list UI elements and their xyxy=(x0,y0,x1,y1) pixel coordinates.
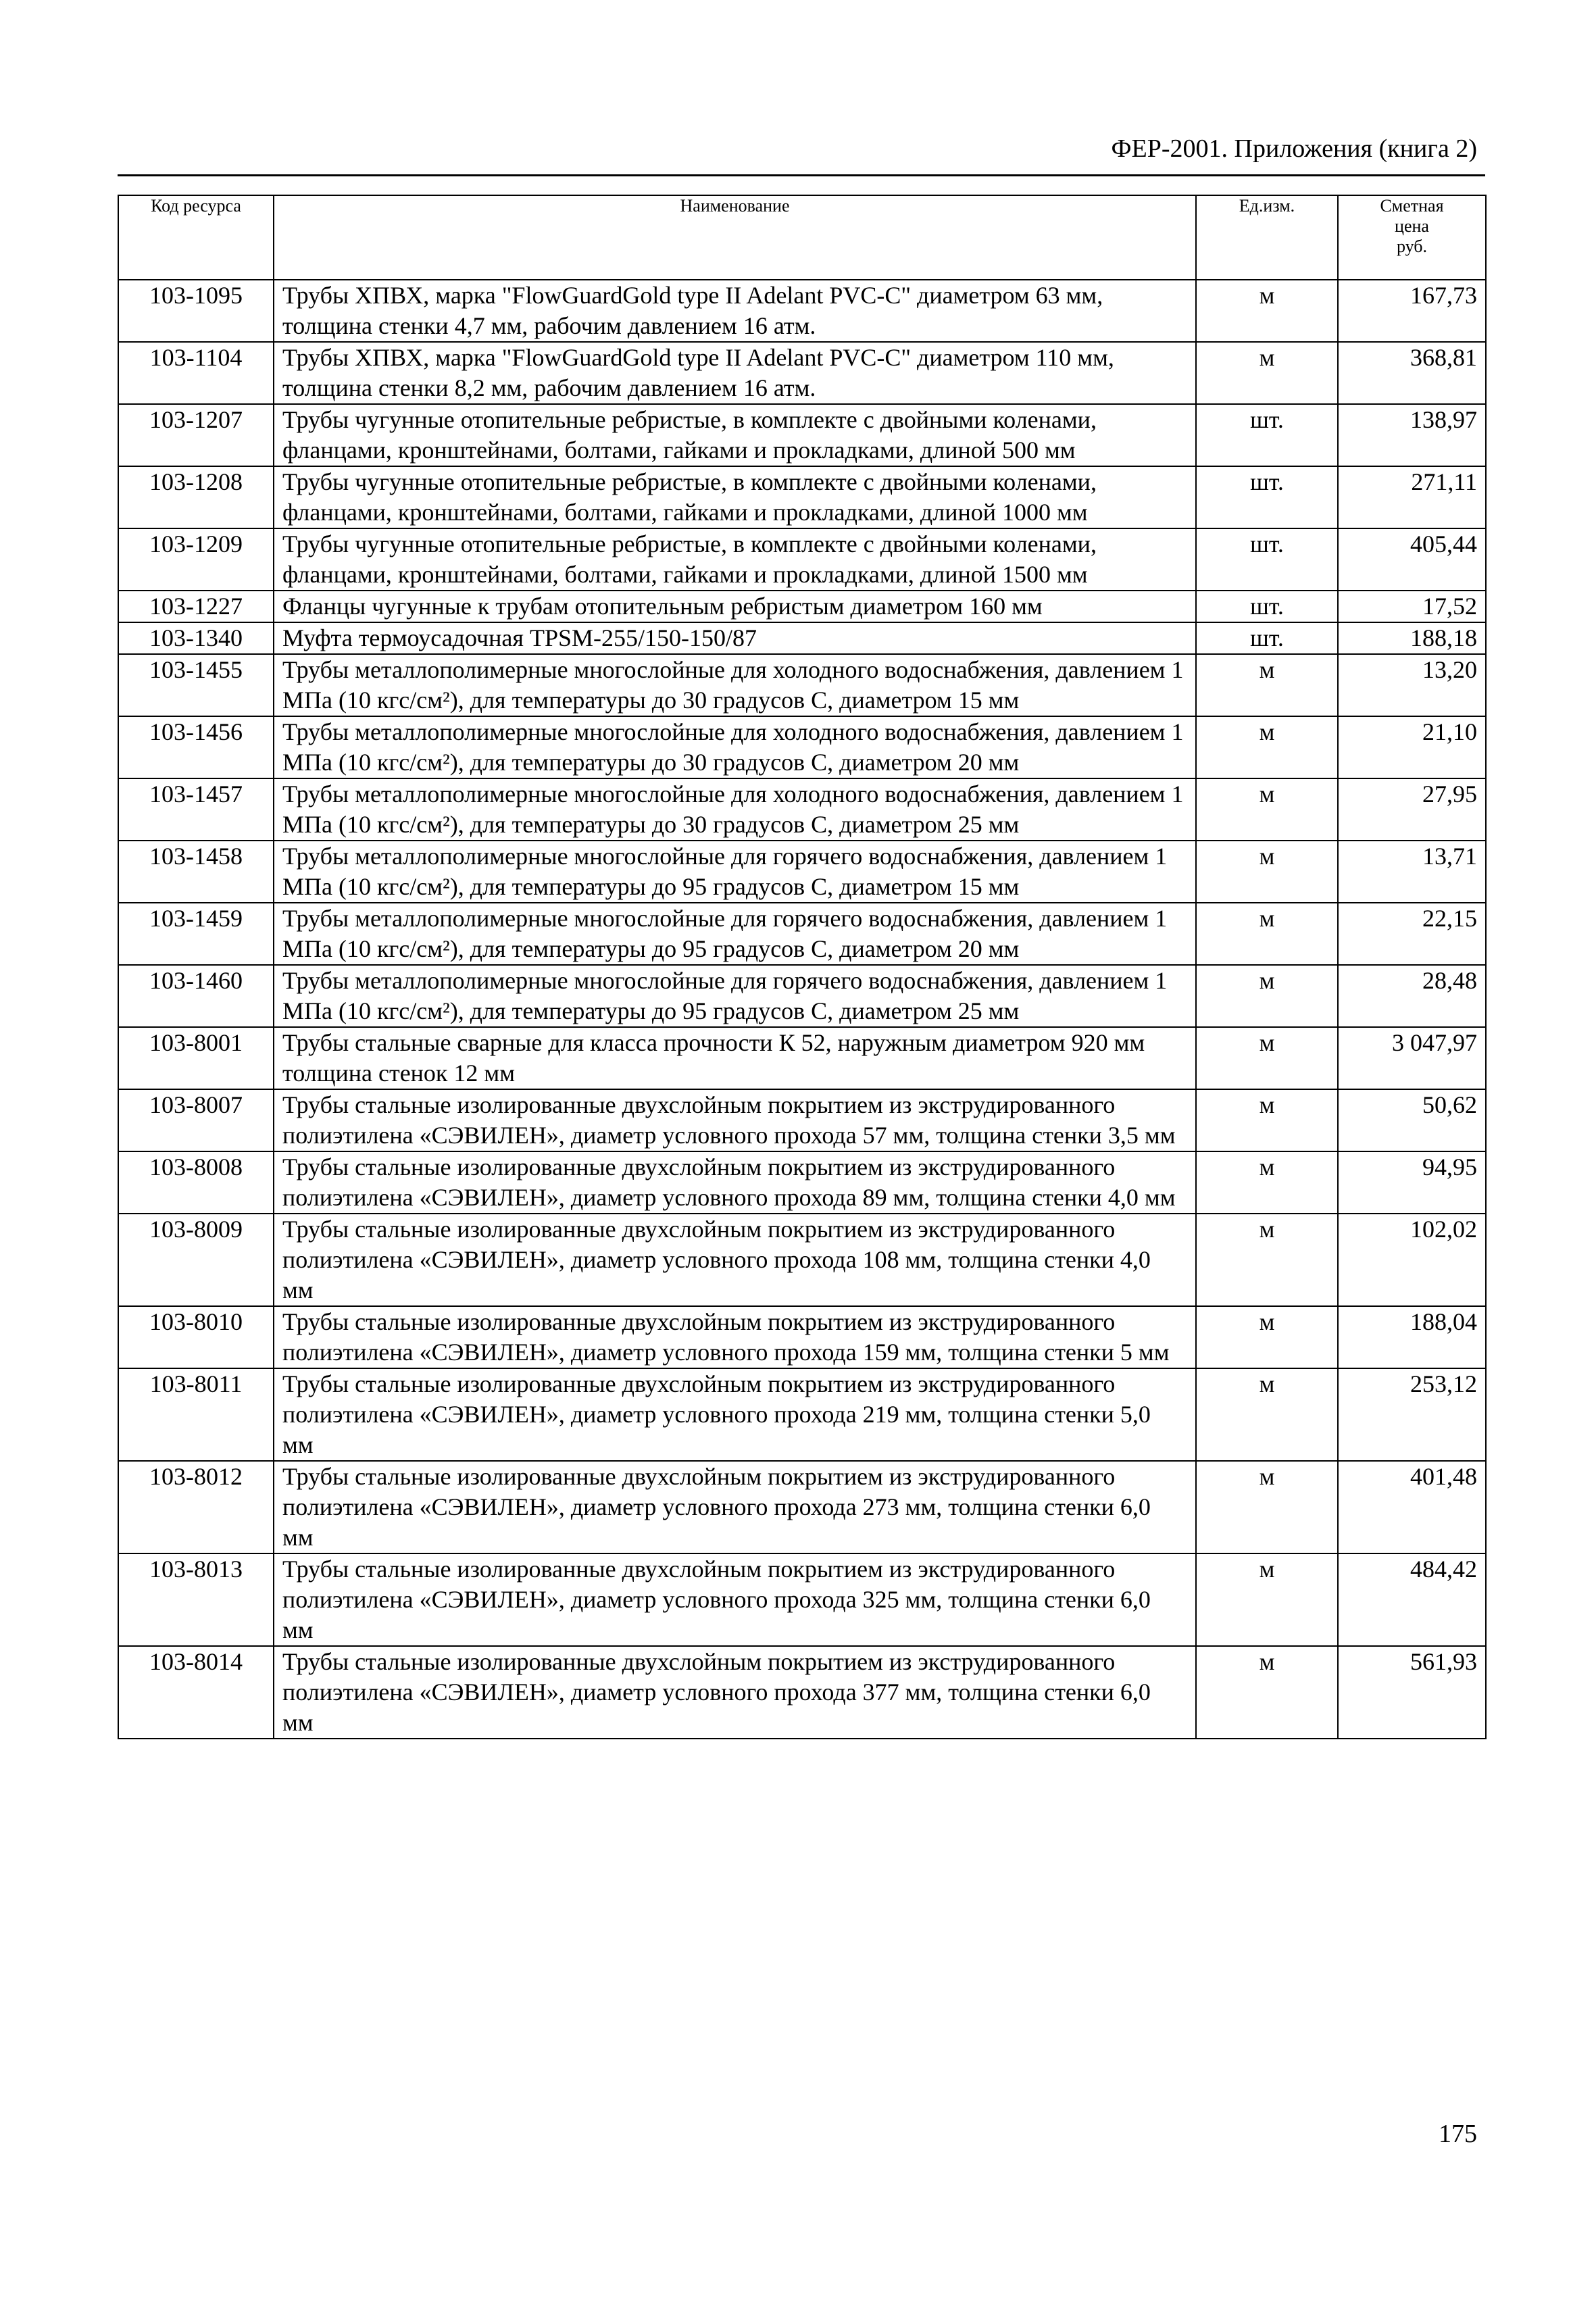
table-row xyxy=(118,404,1486,466)
price-header-line-1: Сметная xyxy=(1380,196,1444,216)
cell-price: 561,93 xyxy=(1338,1646,1486,1739)
cell-name: Трубы металлополимерные многослойные для холодного водоснабжения, давлением 1 МПа (10 кгс/см²), для температуры до 30 градусов С, диаметром 15 мм xyxy=(274,654,1196,716)
cell-name: Трубы стальные изолированные двухслойным покрытием из экструдированного полиэтилена «СЭВИЛЕН», диаметр условного прохода 108 мм, толщина стенки 4,0 мм xyxy=(274,1214,1196,1306)
cell-code: 103-8013 xyxy=(118,1553,274,1646)
cell-name: Трубы металлополимерные многослойные для горячего водоснабжения, давлением 1 МПа (10 кгс/см²), для температуры до 95 градусов С, диаметром 15 мм xyxy=(274,841,1196,903)
table-row xyxy=(118,622,1486,654)
cell-unit: шт. xyxy=(1196,528,1338,591)
cell-code: 103-8001 xyxy=(118,1027,274,1089)
cell-price: 253,12 xyxy=(1338,1368,1486,1461)
cell-code: 103-1459 xyxy=(118,903,274,965)
table-row xyxy=(118,466,1486,528)
cell-price: 21,10 xyxy=(1338,716,1486,778)
table-row xyxy=(118,1368,1486,1461)
cell-name: Трубы стальные изолированные двухслойным покрытием из экструдированного полиэтилена «СЭВИЛЕН», диаметр условного прохода 159 мм, толщина стенки 5 мм xyxy=(274,1306,1196,1368)
table-row xyxy=(118,1151,1486,1214)
cell-price: 484,42 xyxy=(1338,1553,1486,1646)
price-header-line-2: цена xyxy=(1395,216,1429,236)
table-row xyxy=(118,1027,1486,1089)
cell-name: Трубы чугунные отопительные ребристые, в комплекте с двойными коленами, фланцами, кронштейнами, болтами, гайками и прокладками, длиной 1000 мм xyxy=(274,466,1196,528)
cell-unit: м xyxy=(1196,654,1338,716)
cell-name: Трубы стальные изолированные двухслойным покрытием из экструдированного полиэтилена «СЭВИЛЕН», диаметр условного прохода 273 мм, толщина стенки 6,0 мм xyxy=(274,1461,1196,1553)
cell-price: 28,48 xyxy=(1338,965,1486,1027)
cell-price: 50,62 xyxy=(1338,1089,1486,1151)
cell-unit: м xyxy=(1196,1461,1338,1553)
cell-code: 103-1340 xyxy=(118,622,274,654)
table-row xyxy=(118,654,1486,716)
cell-name: Муфта термоусадочная TPSM-255/150-150/87 xyxy=(274,622,1196,654)
table-row xyxy=(118,280,1486,342)
cell-unit: м xyxy=(1196,1151,1338,1214)
cell-name: Трубы чугунные отопительные ребристые, в комплекте с двойными коленами, фланцами, кронштейнами, болтами, гайками и прокладками, длиной 1500 мм xyxy=(274,528,1196,591)
resource-price-table xyxy=(118,195,1487,1739)
cell-code: 103-1457 xyxy=(118,778,274,841)
cell-unit: шт. xyxy=(1196,466,1338,528)
cell-code: 103-8012 xyxy=(118,1461,274,1553)
cell-price: 188,18 xyxy=(1338,622,1486,654)
column-header-code: Код ресурса xyxy=(118,195,274,280)
cell-unit: м xyxy=(1196,342,1338,404)
cell-name: Трубы стальные изолированные двухслойным покрытием из экструдированного полиэтилена «СЭВИЛЕН», диаметр условного прохода 325 мм, толщина стенки 6,0 мм xyxy=(274,1553,1196,1646)
cell-name: Трубы стальные изолированные двухслойным покрытием из экструдированного полиэтилена «СЭВИЛЕН», диаметр условного прохода 57 мм, толщина стенки 3,5 мм xyxy=(274,1089,1196,1151)
cell-price: 102,02 xyxy=(1338,1214,1486,1306)
cell-code: 103-1208 xyxy=(118,466,274,528)
cell-price: 368,81 xyxy=(1338,342,1486,404)
cell-name: Трубы стальные изолированные двухслойным покрытием из экструдированного полиэтилена «СЭВИЛЕН», диаметр условного прохода 89 мм, толщина стенки 4,0 мм xyxy=(274,1151,1196,1214)
table-row xyxy=(118,1214,1486,1306)
cell-unit: шт. xyxy=(1196,622,1338,654)
cell-code: 103-1455 xyxy=(118,654,274,716)
table-row xyxy=(118,1089,1486,1151)
cell-unit: м xyxy=(1196,1089,1338,1151)
cell-name: Трубы чугунные отопительные ребристые, в комплекте с двойными коленами, фланцами, кронштейнами, болтами, гайками и прокладками, длиной 500 мм xyxy=(274,404,1196,466)
cell-price: 13,20 xyxy=(1338,654,1486,716)
table-body xyxy=(118,280,1486,1739)
cell-unit: м xyxy=(1196,716,1338,778)
cell-unit: шт. xyxy=(1196,591,1338,622)
cell-code: 103-1456 xyxy=(118,716,274,778)
cell-name: Трубы металлополимерные многослойные для холодного водоснабжения, давлением 1 МПа (10 кгс/см²), для температуры до 30 градусов С, диаметром 20 мм xyxy=(274,716,1196,778)
table-row xyxy=(118,1553,1486,1646)
table-row xyxy=(118,716,1486,778)
cell-name: Трубы стальные сварные для класса прочности К 52, наружным диаметром 920 мм толщина стенок 12 мм xyxy=(274,1027,1196,1089)
column-header-price xyxy=(1338,195,1486,280)
cell-code: 103-1227 xyxy=(118,591,274,622)
cell-code: 103-8008 xyxy=(118,1151,274,1214)
cell-price: 27,95 xyxy=(1338,778,1486,841)
cell-price: 167,73 xyxy=(1338,280,1486,342)
cell-unit: м xyxy=(1196,1027,1338,1089)
table-row xyxy=(118,1461,1486,1553)
cell-unit: м xyxy=(1196,965,1338,1027)
cell-unit: м xyxy=(1196,1553,1338,1646)
running-header: ФЕР-2001. Приложения (книга 2) xyxy=(1111,134,1477,163)
header-rule xyxy=(118,174,1485,176)
table-row xyxy=(118,528,1486,591)
cell-unit: м xyxy=(1196,1368,1338,1461)
table-row xyxy=(118,1646,1486,1739)
column-header-name: Наименование xyxy=(274,195,1196,280)
cell-name: Трубы стальные изолированные двухслойным покрытием из экструдированного полиэтилена «СЭВИЛЕН», диаметр условного прохода 377 мм, толщина стенки 6,0 мм xyxy=(274,1646,1196,1739)
cell-unit: м xyxy=(1196,903,1338,965)
cell-unit: м xyxy=(1196,1306,1338,1368)
table-row xyxy=(118,1306,1486,1368)
table-row xyxy=(118,965,1486,1027)
cell-unit: м xyxy=(1196,841,1338,903)
cell-code: 103-1104 xyxy=(118,342,274,404)
cell-price: 3 047,97 xyxy=(1338,1027,1486,1089)
cell-code: 103-1207 xyxy=(118,404,274,466)
column-header-unit: Ед.изм. xyxy=(1196,195,1338,280)
cell-name: Трубы металлополимерные многослойные для горячего водоснабжения, давлением 1 МПа (10 кгс/см²), для температуры до 95 градусов С, диаметром 25 мм xyxy=(274,965,1196,1027)
cell-price: 22,15 xyxy=(1338,903,1486,965)
cell-price: 138,97 xyxy=(1338,404,1486,466)
page-number: 175 xyxy=(1439,2120,1477,2148)
cell-price: 405,44 xyxy=(1338,528,1486,591)
cell-code: 103-1209 xyxy=(118,528,274,591)
cell-unit: м xyxy=(1196,1646,1338,1739)
cell-name: Трубы металлополимерные многослойные для горячего водоснабжения, давлением 1 МПа (10 кгс/см²), для температуры до 95 градусов С, диаметром 20 мм xyxy=(274,903,1196,965)
table-row xyxy=(118,778,1486,841)
price-header-line-3: руб. xyxy=(1396,237,1428,256)
cell-code: 103-8009 xyxy=(118,1214,274,1306)
cell-name: Трубы ХПВХ, марка "FlowGuardGold type II Adelant PVC-C" диаметром 110 мм, толщина стенки 8,2 мм, рабочим давлением 16 атм. xyxy=(274,342,1196,404)
cell-price: 17,52 xyxy=(1338,591,1486,622)
cell-code: 103-1095 xyxy=(118,280,274,342)
cell-price: 94,95 xyxy=(1338,1151,1486,1214)
cell-price: 271,11 xyxy=(1338,466,1486,528)
cell-code: 103-1460 xyxy=(118,965,274,1027)
table-row xyxy=(118,841,1486,903)
cell-price: 401,48 xyxy=(1338,1461,1486,1553)
cell-unit: шт. xyxy=(1196,404,1338,466)
table-row xyxy=(118,342,1486,404)
cell-unit: м xyxy=(1196,1214,1338,1306)
cell-price: 188,04 xyxy=(1338,1306,1486,1368)
table-header-row xyxy=(118,195,1486,280)
cell-price: 13,71 xyxy=(1338,841,1486,903)
table-row xyxy=(118,903,1486,965)
cell-name: Фланцы чугунные к трубам отопительным ребристым диаметром 160 мм xyxy=(274,591,1196,622)
cell-code: 103-8010 xyxy=(118,1306,274,1368)
cell-name: Трубы ХПВХ, марка "FlowGuardGold type II Adelant PVC-C" диаметром 63 мм, толщина стенки 4,7 мм, рабочим давлением 16 атм. xyxy=(274,280,1196,342)
cell-unit: м xyxy=(1196,280,1338,342)
cell-code: 103-8014 xyxy=(118,1646,274,1739)
cell-code: 103-1458 xyxy=(118,841,274,903)
cell-code: 103-8011 xyxy=(118,1368,274,1461)
table-row xyxy=(118,591,1486,622)
cell-name: Трубы металлополимерные многослойные для холодного водоснабжения, давлением 1 МПа (10 кгс/см²), для температуры до 30 градусов С, диаметром 25 мм xyxy=(274,778,1196,841)
cell-unit: м xyxy=(1196,778,1338,841)
cell-code: 103-8007 xyxy=(118,1089,274,1151)
cell-name: Трубы стальные изолированные двухслойным покрытием из экструдированного полиэтилена «СЭВИЛЕН», диаметр условного прохода 219 мм, толщина стенки 5,0 мм xyxy=(274,1368,1196,1461)
